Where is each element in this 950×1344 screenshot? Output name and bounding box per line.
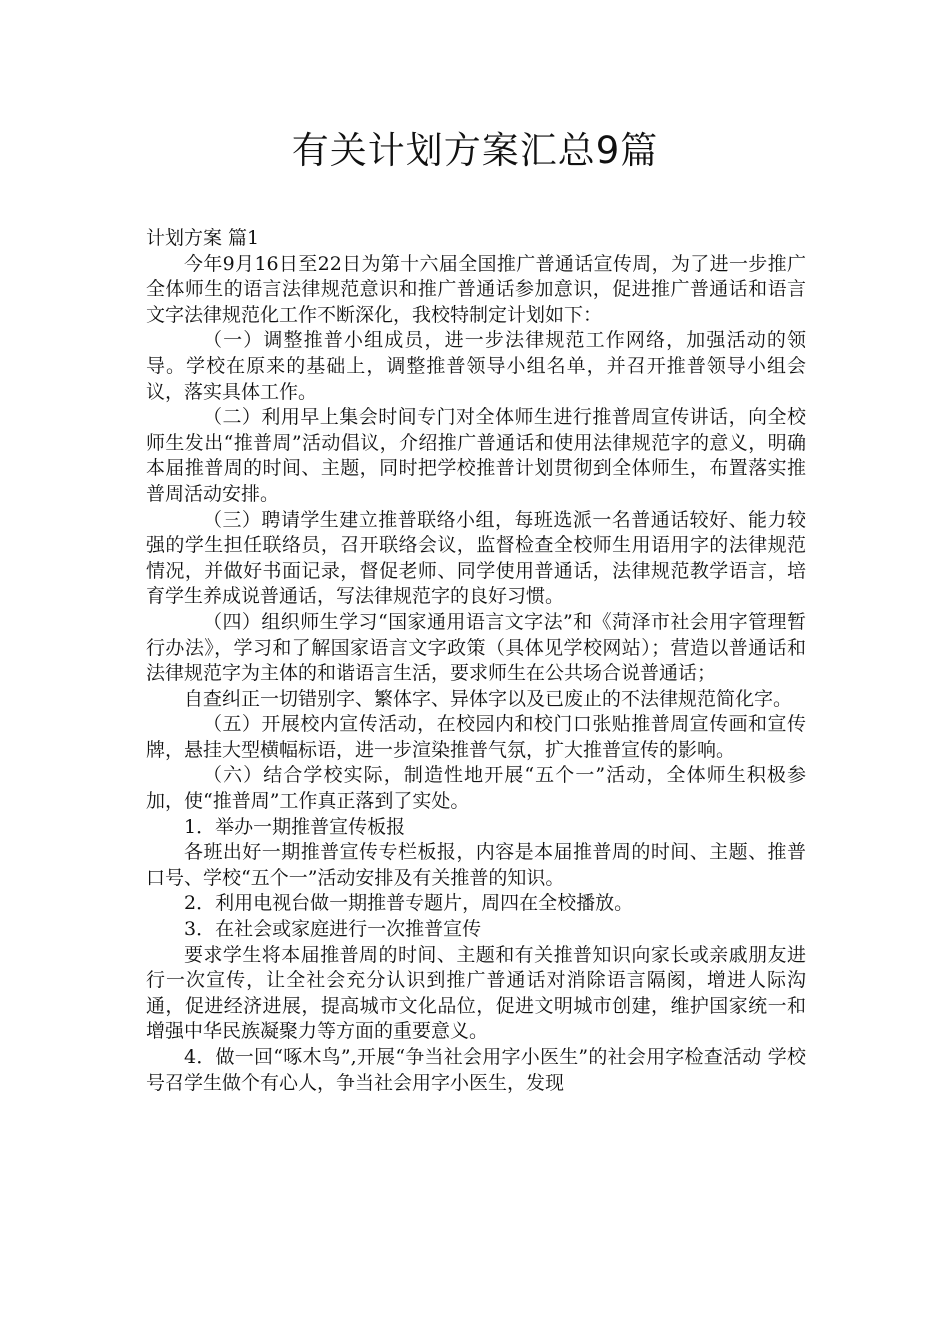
paragraph-item-1: （一）调整推普小组成员，进一步法律规范工作网络，加强活动的领导。学校在原来的基础上，调整推普领导小组名单，并召开推普领导小组会议，落实具体工作。: [146, 329, 806, 403]
list-item-1-heading: 1．举办一期推普宣传板报: [184, 815, 406, 838]
paragraph-intro: 今年9月16日至22日为第十六届全国推广普通话宣传周，为了进一步推广全体师生的语言法律规范意识和推广普通话参加意识，促进推广普通话和语言文字法律规范化工作不断深化，我校特制定计划如下：: [146, 252, 806, 326]
list-item-3-heading: 3．在社会或家庭进行一次推普宣传: [184, 918, 482, 941]
paragraph-item-3: （三）聘请学生建立推普联络小组，每班选派一名普通话较好、能力较强的学生担任联络员，召开联络会议，监督检查全校师生用语用字的法律规范情况，并做好书面记录，督促老师、同学使用普通话，法律规范教学语言，培育学生养成说普通话，写法律规范字的良好习惯。: [146, 508, 806, 608]
paragraph-item-2: （二）利用早上集会时间专门对全体师生进行推普周宣传讲话，向全校师生发出“推普周”活动倡议，介绍推广普通话和使用法律规范字的意义，明确本届推普周的时间、主题，同时把学校推普计划贯彻到全体师生，布置落实推普周活动安排。: [146, 406, 806, 505]
list-item-3-body: 要求学生将本届推普周的时间、主题和有关推普知识向家长或亲戚朋友进行一次宣传，让全社会充分认识到推广普通话对消除语言隔阂，增进人际沟通，促进经济进展，提高城市文化品位，促进文明城市创建，维护国家统一和增强中华民族凝聚力等方面的重要意义。: [146, 943, 806, 1043]
list-item-2: 2．利用电视台做一期推普专题片，周四在全校播放。: [184, 892, 634, 915]
paragraph-item-4: （四）组织师生学习“国家通用语言文字法”和《菏泽市社会用字管理暂行办法》，学习和了解国家语言文字政策（具体见学校网站）；营造以普通话和法律规范字为主体的和谐语言生活，要求师生在公共场合说普通话；: [146, 610, 806, 685]
section-heading: 计划方案 篇1: [146, 227, 260, 249]
paragraph-item-5: （五）开展校内宣传活动，在校园内和校门口张贴推普周宣传画和宣传牌，悬挂大型横幅标语，进一步渲染推普气氛，扩大推普宣传的影响。: [146, 713, 806, 761]
document-title: 有关计划方案汇总9篇: [291, 129, 659, 172]
document-body: [146, 226, 806, 1096]
paragraph-item-6: （六）结合学校实际，制造性地开展“五个一”活动，全体师生积极参加，使“推普周”工作真正落到了实处。: [146, 764, 806, 813]
list-item-1-body: 各班出好一期推普宣传专栏板报，内容是本届推普周的时间、主题、推普口号、学校“五个一”活动安排及有关推普的知识。: [146, 841, 806, 889]
list-item-4: 4．做一回“啄木鸟”,开展“争当社会用字小医生”的社会用字检查活动 学校号召学生做个有心人，争当社会用字小医生，发现: [146, 1046, 806, 1094]
paragraph-self-check: 自查纠正一切错别字、繁体字、异体字以及已废止的不法律规范简化字。: [184, 687, 793, 710]
